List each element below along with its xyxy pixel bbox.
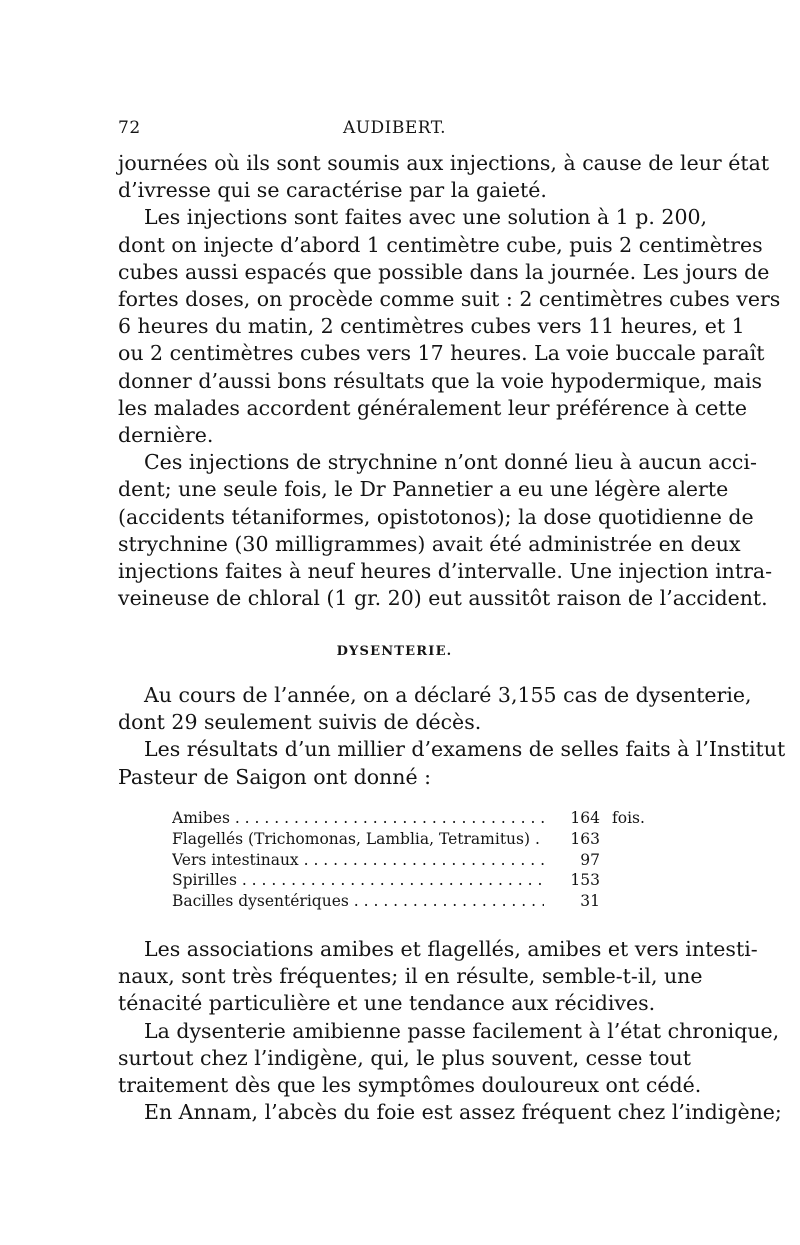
text-line: strychnine (30 milligrammes) avait été administrée en deux (118, 531, 741, 556)
running-title: AUDIBERT. (342, 118, 447, 138)
text-line: dont 29 seulement suivis de décès. (118, 710, 482, 735)
text-line: cubes aussi espacés que possible dans la journée. Les jours de (118, 259, 770, 284)
row-label: Bacilles dysentériques . . . (172, 891, 544, 912)
table-row (172, 870, 662, 891)
row-value: 153 (570, 871, 600, 890)
paragraph-block-injections (118, 150, 781, 612)
paragraph-block-associations (118, 936, 782, 1126)
table-row (172, 808, 662, 829)
text-line: Pasteur de Saigon ont donné : (118, 764, 432, 789)
text-line: La dysenterie amibienne passe facilement à l’état chronique, (144, 1018, 780, 1043)
table-row (172, 829, 662, 850)
text-line: Au cours de l’année, on a déclaré 3,155 cas de dysenterie, (144, 683, 752, 707)
paragraph-block-dysentery (118, 682, 786, 791)
text-line: dont on injecte d’abord 1 centimètre cube, puis 2 centimètres (118, 232, 763, 257)
row-value: 31 (580, 892, 600, 911)
text-line: dent; une seule fois, le Dr Pannetier a eu une légère alerte (118, 477, 729, 502)
text-line: surtout chez l’indigène, qui, le plus souvent, cesse tout (118, 1045, 691, 1070)
text-line: Ces injections de strychnine n’ont donné lieu à aucun acci- (144, 450, 757, 475)
text-line: traitement dès que les symptômes douloureux ont cédé. (118, 1073, 702, 1098)
text-line: fortes doses, on procède comme suit : 2 centimètres cubes vers (118, 287, 781, 312)
page-number: 72 (118, 118, 141, 138)
text-line: Les résultats d’un millier d’examens de selles faits à l’Institut (144, 737, 786, 762)
text-line: En Annam, l’abcès du foie est assez fréquent chez l’indigène; (144, 1100, 782, 1125)
text-line: les malades accordent généralement leur préférence à cette (118, 395, 748, 420)
text-line: Les injections sont faites avec une solution à 1 p. 200, (144, 205, 708, 230)
row-unit: fois. (612, 809, 645, 827)
row-label: Vers intestinaux . . . (172, 850, 544, 871)
text-line: Les associations amibes et flagellés, amibes et vers intesti- (144, 937, 758, 961)
text-line: 6 heures du matin, 2 centimètres cubes vers 11 heures, et 1 (118, 314, 745, 339)
section-heading: DYSENTERIE. (336, 644, 453, 659)
text-line: ténacité particulière et une tendance aux récidives. (118, 991, 656, 1016)
stool-exam-results-table (172, 808, 662, 912)
table-row (172, 891, 662, 912)
row-value: 163 (570, 829, 600, 848)
text-line: injections faites à neuf heures d’intervalle. Une injection intra- (118, 559, 773, 584)
table-row (172, 850, 662, 871)
running-head (118, 118, 671, 144)
text-line: naux, sont très fréquentes; il en résulte, semble-t-il, une (118, 964, 703, 989)
text-line: ou 2 centimètres cubes vers 17 heures. La voie buccale paraît (118, 341, 765, 366)
text-line: veineuse de chloral (1 gr. 20) eut aussitôt raison de l’accident. (118, 586, 768, 611)
row-label: Flagellés (Trichomonas, Lamblia, Tetramitus) . . . (172, 829, 544, 850)
text-line: donner d’aussi bons résultats que la voie hypodermique, mais (118, 368, 763, 393)
text-line: dernière. (118, 423, 214, 448)
row-label: Spirilles . . . (172, 870, 544, 891)
row-value: 97 (580, 850, 600, 869)
text-line: journées où ils sont soumis aux injections, à cause de leur état (118, 151, 770, 175)
row-value: 164 (570, 809, 600, 827)
text-line: d’ivresse qui se caractérise par la gaieté. (118, 178, 547, 203)
row-label: Amibes . . . (172, 808, 544, 829)
text-line: (accidents tétaniformes, opistotonos); la dose quotidienne de (118, 504, 754, 529)
